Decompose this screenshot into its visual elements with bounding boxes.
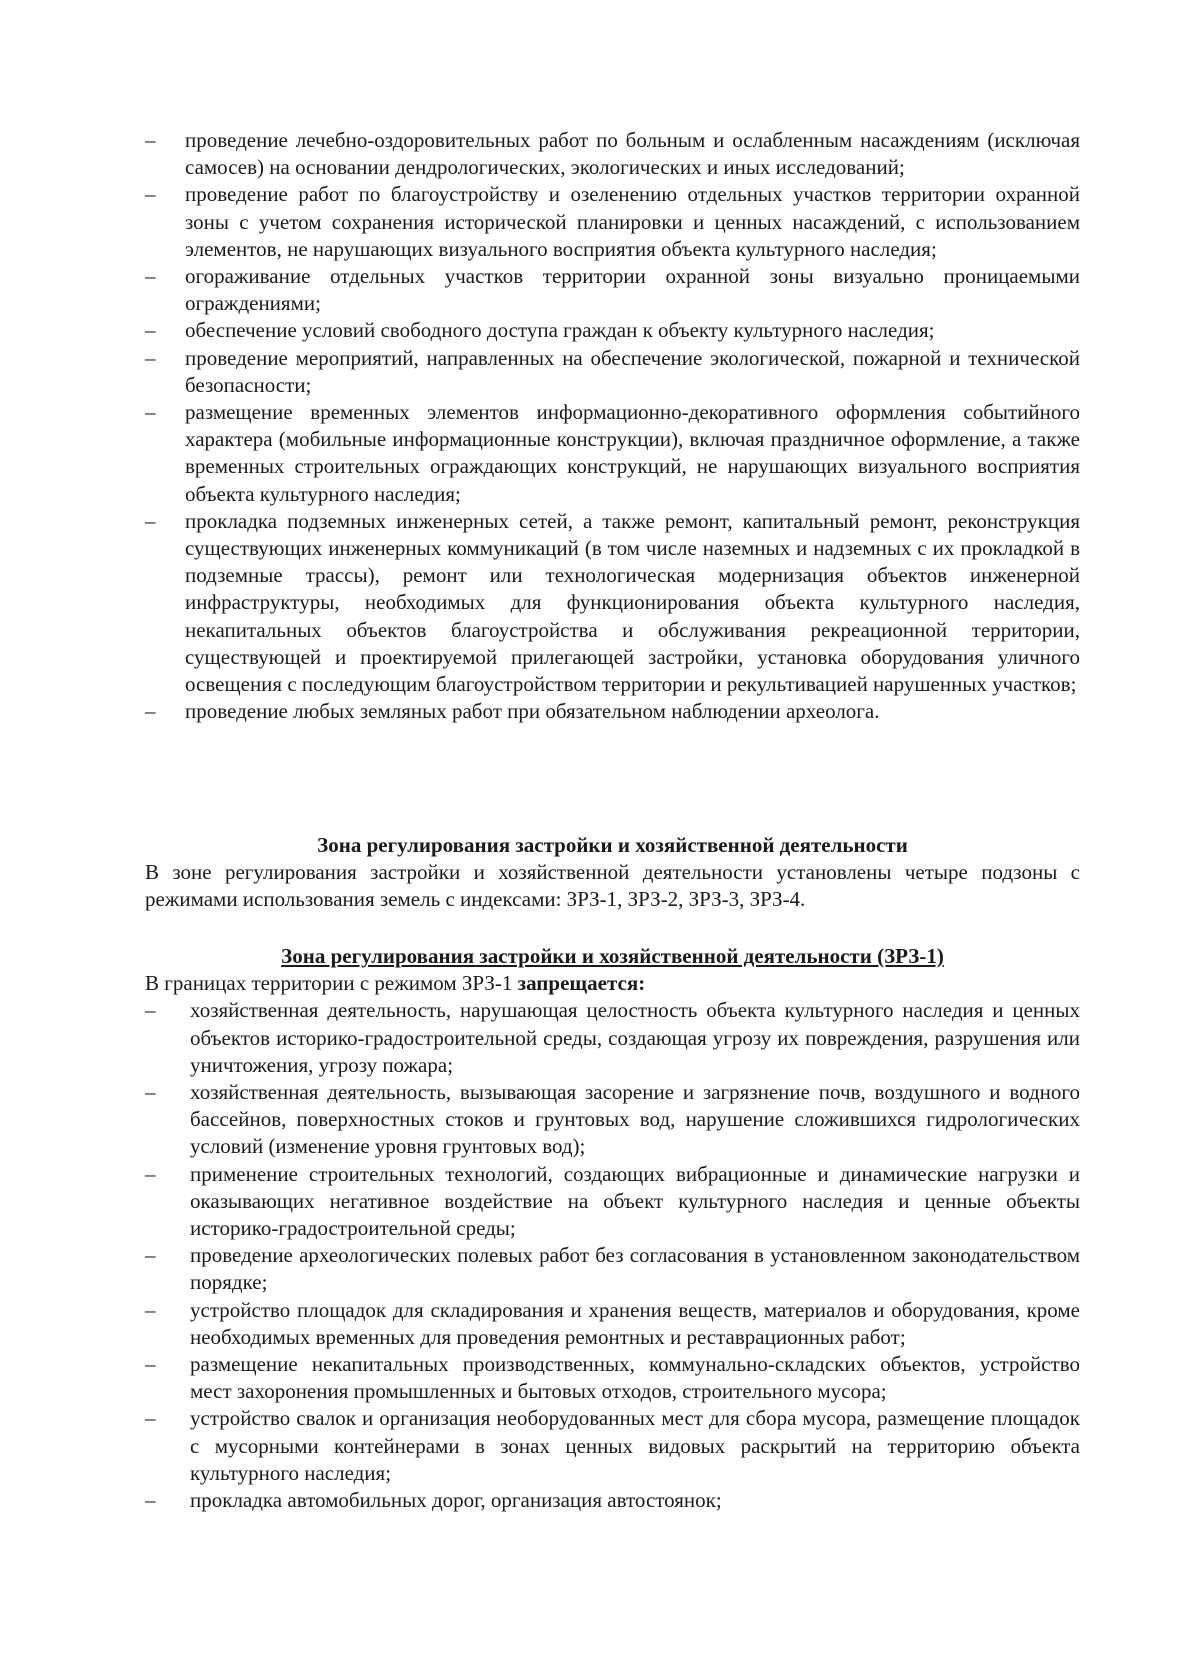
list-bullet: – xyxy=(145,128,156,152)
list-bullet: – xyxy=(145,1080,156,1105)
list-item: – проведение археологических полевых работ без согласования в установленном законодательством порядке; xyxy=(145,1243,1080,1295)
list-item: – размещение временных элементов информационно-декоративного оформления событийного характера (мобильные информационные конструкции), включая праздничное оформление, а также временных строительных ограждающих конструкций, не нарушающих визуального восприятия объекта культурного наследия; xyxy=(145,400,1080,506)
list-item: – проведение любых земляных работ при обязательном наблюдении археолога. xyxy=(145,698,1080,725)
list-item: – прокладка подземных инженерных сетей, а также ремонт, капитальный ремонт, реконструкция существующих инженерных коммуникаций (в том числе наземных и надземных с их прокладкой в подземные трассы), ремонт или технологическая модернизация объектов инженерной инфраструктуры, необходимых для функционирования объекта культурного наследия, некапитальных объектов благоустройства и обслуживания рекреационной территории, существующей и проектируемой прилегающей застройки, установка оборудования уличного освещения с последующим благоустройством территории и рекультивацией нарушенных участков; xyxy=(145,508,1080,697)
section-paragraph: В зоне регулирования застройки и хозяйственной деятельности установлены четыре подзоны с режимами использования земель с индексами: ЗРЗ-1, ЗРЗ-2, ЗРЗ-3, ЗРЗ-4. xyxy=(145,860,1080,912)
list-bullet: – xyxy=(145,264,156,289)
list-bullet: – xyxy=(145,1352,156,1377)
list-bullet: – xyxy=(145,182,156,207)
list-bullet: – xyxy=(145,699,156,724)
list-bullet: – xyxy=(145,400,156,425)
list-item: – обеспечение условий свободного доступа граждан к объекту культурного наследия; xyxy=(145,317,1080,344)
zone-regulation-section xyxy=(145,832,1080,914)
list-item: – проведение лечебно-оздоровительных работ по больным и ослабленным насаждениям (исключая самосев) на основании дендрологических, экологических и иных исследований; xyxy=(145,128,1080,180)
list-item: – хозяйственная деятельность, вызывающая засорение и загрязнение почв, воздушного и водного бассейнов, поверхностных стоков и грунтовых вод, нарушение сложившихся гидрологических условий (изменение уровня грунтовых вод); xyxy=(145,1080,1080,1159)
list-bullet: – xyxy=(145,508,156,533)
list-bullet: – xyxy=(145,318,156,343)
list-bullet: – xyxy=(145,1243,156,1268)
list-item: – применение строительных технологий, создающих вибрационные и динамические нагрузки и оказывающих негативное воздействие на объект культурного наследия и ценные объекты историко-градостроительной среды; xyxy=(145,1161,1080,1241)
list-item: – размещение некапитальных производственных, коммунально-складских объектов, устройство мест захоронения промышленных и бытовых отходов, строительного мусора; xyxy=(145,1352,1080,1404)
list-item: – хозяйственная деятельность, нарушающая целостность объекта культурного наследия и ценных объектов историко-градостроительной среды, создающая угрозу их повреждения, разрушения или уничтожения, угрозу пожара; xyxy=(145,998,1080,1077)
list-bullet: – xyxy=(145,1297,156,1322)
zrz1-section xyxy=(145,943,1080,1514)
list-bullet: – xyxy=(145,1406,156,1431)
list-item: – устройство площадок для складирования и хранения веществ, материалов и оборудования, кроме необходимых временных для проведения ремонтных и реставрационных работ; xyxy=(145,1297,1080,1349)
section-heading: Зона регулирования застройки и хозяйственной деятельности xyxy=(317,833,908,857)
list-bullet: – xyxy=(145,1161,156,1186)
list-item: – проведение работ по благоустройству и озеленению отдельных участков территории охранной зоны с учетом сохранения исторической планировки и ценных насаждений, с использованием элементов, не нарушающих визуального восприятия объекта культурного наследия; xyxy=(145,182,1080,261)
list-bullet: – xyxy=(145,1488,156,1513)
list-bullet: – xyxy=(145,998,156,1023)
permitted-activities-list xyxy=(145,127,1080,725)
section-heading: Зона регулирования застройки и хозяйственной деятельности (ЗРЗ-1) xyxy=(281,944,944,968)
section-intro: В границах территории с режимом ЗРЗ-1 запрещается: xyxy=(145,971,646,996)
list-item: – проведение мероприятий, направленных на обеспечение экологической, пожарной и технической безопасности; xyxy=(145,345,1080,397)
list-bullet: – xyxy=(145,345,156,370)
list-item: – устройство свалок и организация необорудованных мест для сбора мусора, размещение площадок с мусорными контейнерами в зонах ценных видовых раскрытий на территорию объекта культурного наследия; xyxy=(145,1406,1080,1485)
list-item: – прокладка автомобильных дорог, организация автостоянок; xyxy=(145,1487,1080,1514)
list-item: – огораживание отдельных участков территории охранной зоны визуально проницаемыми ограждениями; xyxy=(145,264,1080,316)
